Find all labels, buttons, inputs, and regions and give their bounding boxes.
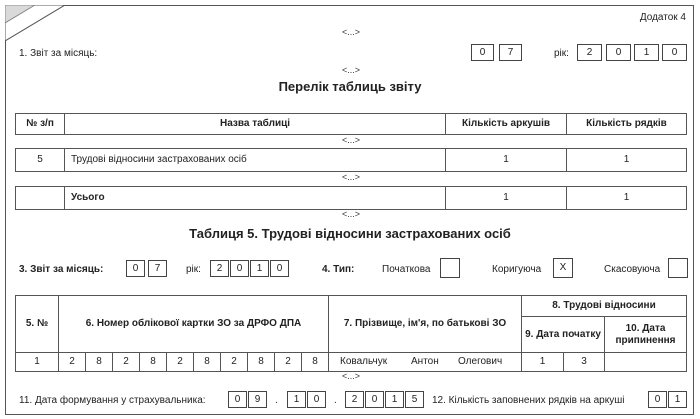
t5-header-num: 5. № <box>15 295 59 353</box>
ellipsis: <...> <box>341 371 360 381</box>
footer-day-digit[interactable]: 9 <box>248 391 267 408</box>
t5-card-digit[interactable]: 8 <box>247 352 275 372</box>
table5-month-digit[interactable]: 0 <box>126 260 145 277</box>
report-month-digit[interactable]: 7 <box>499 44 522 61</box>
table5-year-digit[interactable]: 0 <box>270 260 289 277</box>
t5-card-digit[interactable]: 2 <box>58 352 86 372</box>
ellipsis: <...> <box>341 209 360 219</box>
list-header-num: № з/п <box>15 113 65 135</box>
t5-header-start: 9. Дата початку <box>521 316 605 353</box>
t5-card-digit[interactable]: 8 <box>301 352 329 372</box>
table5-type-label: 4. Тип: <box>322 264 355 275</box>
type-initial-checkbox[interactable] <box>440 258 460 278</box>
t5-header-end: 10. Дата припинення <box>604 316 687 353</box>
table5-year-digit[interactable]: 1 <box>250 260 269 277</box>
footer-rows-label: 12. Кількість заповнених рядків на аркуші <box>432 395 625 406</box>
t5-card-digit[interactable]: 8 <box>85 352 113 372</box>
footer-date-sep: . <box>275 395 278 406</box>
t5-header-card: 6. Номер облікової картки ЗО за ДРФО ДПА <box>58 295 329 353</box>
t5-row-num: 1 <box>15 352 59 372</box>
list-header-rows: Кількість рядків <box>566 113 687 135</box>
t5-card-digit[interactable]: 8 <box>193 352 221 372</box>
footer-month-digit[interactable]: 1 <box>287 391 306 408</box>
footer-year-digit[interactable]: 5 <box>405 391 424 408</box>
total-row-sheets: 1 <box>445 186 567 210</box>
footer-month-digit[interactable]: 0 <box>307 391 326 408</box>
report-month-label: 1. Звіт за місяць: <box>19 48 98 59</box>
table5-year-digit[interactable]: 0 <box>230 260 249 277</box>
t5-card-digit[interactable]: 2 <box>112 352 140 372</box>
t5-start-digit[interactable]: 1 <box>521 352 564 372</box>
list-row-name: Трудові відносини застрахованих осіб <box>64 148 446 172</box>
footer-rows-digit[interactable]: 0 <box>648 391 667 408</box>
ellipsis: <...> <box>341 27 360 37</box>
ellipsis: <...> <box>341 65 360 75</box>
table5-report-label: 3. Звіт за місяць: <box>19 264 104 275</box>
list-row-num: 5 <box>15 148 65 172</box>
t5-card-digit[interactable]: 2 <box>274 352 302 372</box>
table5-year-digit[interactable]: 2 <box>210 260 229 277</box>
t5-card-digit[interactable]: 8 <box>139 352 167 372</box>
t5-patronymic[interactable]: Олегович <box>458 356 503 367</box>
report-month-digit[interactable]: 0 <box>471 44 494 61</box>
type-cancel-label: Скасовуюча <box>604 264 661 275</box>
table5-year-label: рік: <box>186 264 201 275</box>
report-year-digit[interactable]: 2 <box>577 44 602 61</box>
list-header-sheets: Кількість аркушів <box>445 113 567 135</box>
appendix-label: Додаток 4 <box>639 12 686 23</box>
report-year-digit[interactable]: 0 <box>606 44 631 61</box>
footer-rows-digit[interactable]: 1 <box>668 391 687 408</box>
report-year-digit[interactable]: 0 <box>662 44 687 61</box>
list-title: Перелік таблиць звіту <box>278 79 422 94</box>
total-row-rows: 1 <box>566 186 687 210</box>
list-row-rows: 1 <box>566 148 687 172</box>
table5-month-digit[interactable]: 7 <box>148 260 167 277</box>
list-header-name: Назва таблиці <box>64 113 446 135</box>
footer-year-digit[interactable]: 1 <box>385 391 404 408</box>
page-corner-fold-icon <box>5 5 65 41</box>
t5-header-name: 7. Прізвище, ім'я, по батькові ЗО <box>328 295 522 353</box>
total-row-num <box>15 186 65 210</box>
report-year-label: рік: <box>554 48 569 59</box>
type-initial-label: Початкова <box>382 264 431 275</box>
t5-first-name[interactable]: Антон <box>411 356 439 367</box>
t5-card-digit[interactable]: 2 <box>220 352 248 372</box>
type-cancel-checkbox[interactable] <box>668 258 688 278</box>
footer-date-sep: . <box>334 395 337 406</box>
type-corrective-label: Коригуюча <box>492 264 542 275</box>
type-corrective-checkbox[interactable]: X <box>553 258 573 278</box>
t5-header-relations: 8. Трудові відносини <box>521 295 687 317</box>
t5-start-digit[interactable]: 3 <box>563 352 605 372</box>
t5-surname[interactable]: Ковальчук <box>340 356 388 367</box>
footer-year-digit[interactable]: 2 <box>345 391 364 408</box>
total-row-label: Усього <box>64 186 446 210</box>
footer-year-digit[interactable]: 0 <box>365 391 384 408</box>
footer-day-digit[interactable]: 0 <box>228 391 247 408</box>
t5-end-date[interactable] <box>604 352 687 372</box>
ellipsis: <...> <box>341 172 360 182</box>
list-row-sheets: 1 <box>445 148 567 172</box>
ellipsis: <...> <box>341 135 360 145</box>
t5-card-digit[interactable]: 2 <box>166 352 194 372</box>
table5-title: Таблиця 5. Трудові відносини застрахованих осіб <box>189 226 511 241</box>
report-year-digit[interactable]: 1 <box>634 44 659 61</box>
footer-date-label: 11. Дата формування у страхувальника: <box>19 395 206 406</box>
